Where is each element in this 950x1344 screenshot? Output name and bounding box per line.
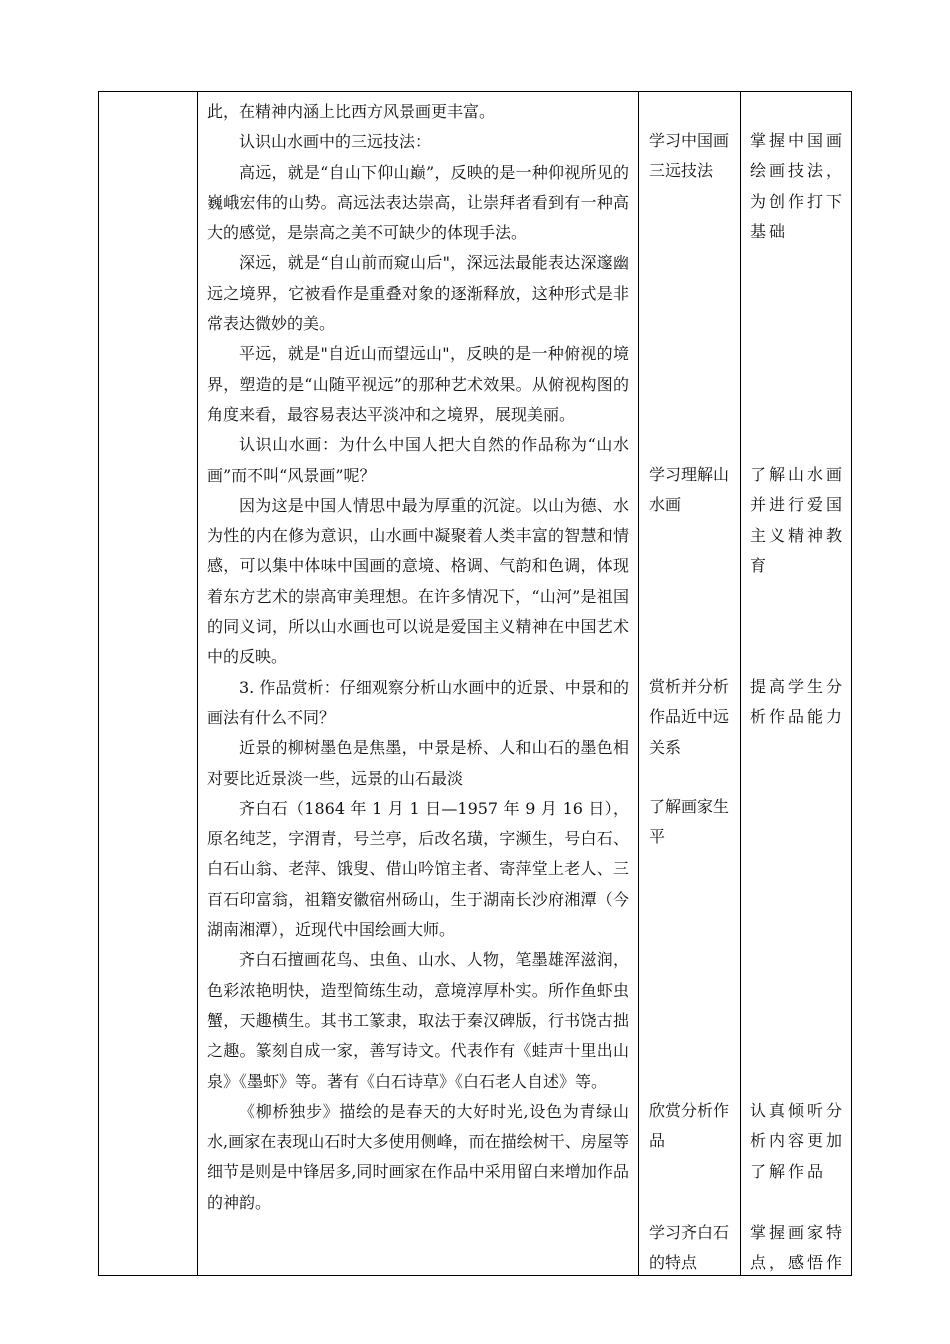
goal-note: 掌握画家特点，感悟作: [750, 1223, 846, 1273]
activity-note: 欣赏分析作品: [649, 1101, 730, 1151]
content-paragraph: 平远，就是"自近山而望远山"，反映的是一种俯视的境界，塑造的是“山随平视远”的那种艺术效果。从俯视构图的角度来看，最容易表达平淡冲和之境界，展现美丽。: [207, 344, 629, 424]
activity-note: 学习齐白石的特点: [649, 1223, 730, 1273]
content-paragraph: 认识山水画：为什么中国人把大自然的作品称为“山水画”而不叫“风景画”呢？: [207, 435, 629, 485]
content-paragraph: 因为这是中国人情思中最为厚重的沉淀。以山为德、水为性的内在修为意识，山水画中凝聚着人类丰富的智慧和情感，可以集中体味中国画的意境、格调、气韵和色调，体现着东方艺术的崇高审美理想。在许多情况下，“山河”是祖国的同义词，所以山水画也可以说是爱国主义精神在中国艺术中的反映。: [207, 495, 629, 667]
lesson-plan-table: [98, 91, 852, 1276]
content-paragraph: 深远，就是“自山前而窥山后"，深远法最能表达深邃幽远之境界，它被看作是重叠对象的逐渐释放，这种形式是非常表达微妙的美。: [207, 253, 629, 334]
column-divider: [197, 92, 198, 1275]
content-paragraph: 高远，就是“自山下仰山巅”，反映的是一种仰视所见的巍峨宏伟的山势。高远法表达崇高，让崇拜者看到有一种高大的感觉，是崇高之美不可缺少的体现手法。: [207, 162, 629, 243]
activity-note: 学习理解山水画: [649, 465, 730, 515]
column-divider: [638, 92, 639, 1275]
content-paragraph: 此，在精神内涵上比西方风景画更丰富。: [207, 102, 496, 121]
activity-note: 了解画家生平: [649, 797, 730, 847]
goal-note: 认真倾听分析内容更加了解作品: [750, 1101, 846, 1181]
goal-note: 了解山水画并进行爱国主义精神教育: [750, 465, 846, 575]
column-divider: [740, 92, 741, 1275]
design-intent-column: [742, 92, 852, 1273]
content-paragraph: 《柳桥独步》描绘的是春天的大好时光,设色为青绿山水,画家在表现山石时大多使用侧峰，而在描绘树干、房屋等细节是则是中锋居多,同时画家在作品中采用留白来增加作品的神韵。: [207, 1101, 629, 1212]
activity-note: 学习中国画三远技法: [649, 131, 730, 181]
teaching-content-column: [199, 92, 637, 1218]
content-paragraph: 3. 作品赏析：仔细观察分析山水画中的近景、中景和的画法有什么不同？: [207, 677, 629, 727]
student-activity-column: [641, 92, 741, 1273]
goal-note: 提高学生分析作品能力: [750, 677, 846, 727]
content-paragraph: 近景的柳树墨色是焦墨，中景是桥、人和山石的墨色相对要比近景淡一些，远景的山石最淡: [207, 738, 629, 788]
goal-note: 掌握中国画绘画技法，为创作打下基础: [750, 131, 846, 241]
content-paragraph: 齐白石（1864 年 1 月 1 日—1957 年 9 月 16 日），原名纯芝，字渭青，号兰亭，后改名璜，字濒生，号白石、白石山翁、老萍、饿叟、借山吟馆主者、寄萍堂上老人、三百石印富翁，祖籍安徽宿州砀山，生于湖南长沙府湘潭（今湖南湘潭），近现代中国绘画大师。: [207, 798, 629, 940]
content-paragraph: 认识山水画中的三远技法：: [239, 132, 432, 152]
activity-note: 赏析并分析作品近中远关系: [649, 677, 730, 757]
content-paragraph: 齐白石擅画花鸟、虫鱼、山水、人物，笔墨雄浑滋润，色彩浓艳明快，造型简练生动，意境淳厚朴实。所作鱼虾虫蟹，天趣横生。其书工篆隶，取法于秦汉碑版，行书饶古拙之趣。篆刻自成一家，善写诗文。代表作有《蛙声十里出山泉》《墨虾》等。著有《白石诗草》《白石老人自述》等。: [207, 950, 629, 1091]
